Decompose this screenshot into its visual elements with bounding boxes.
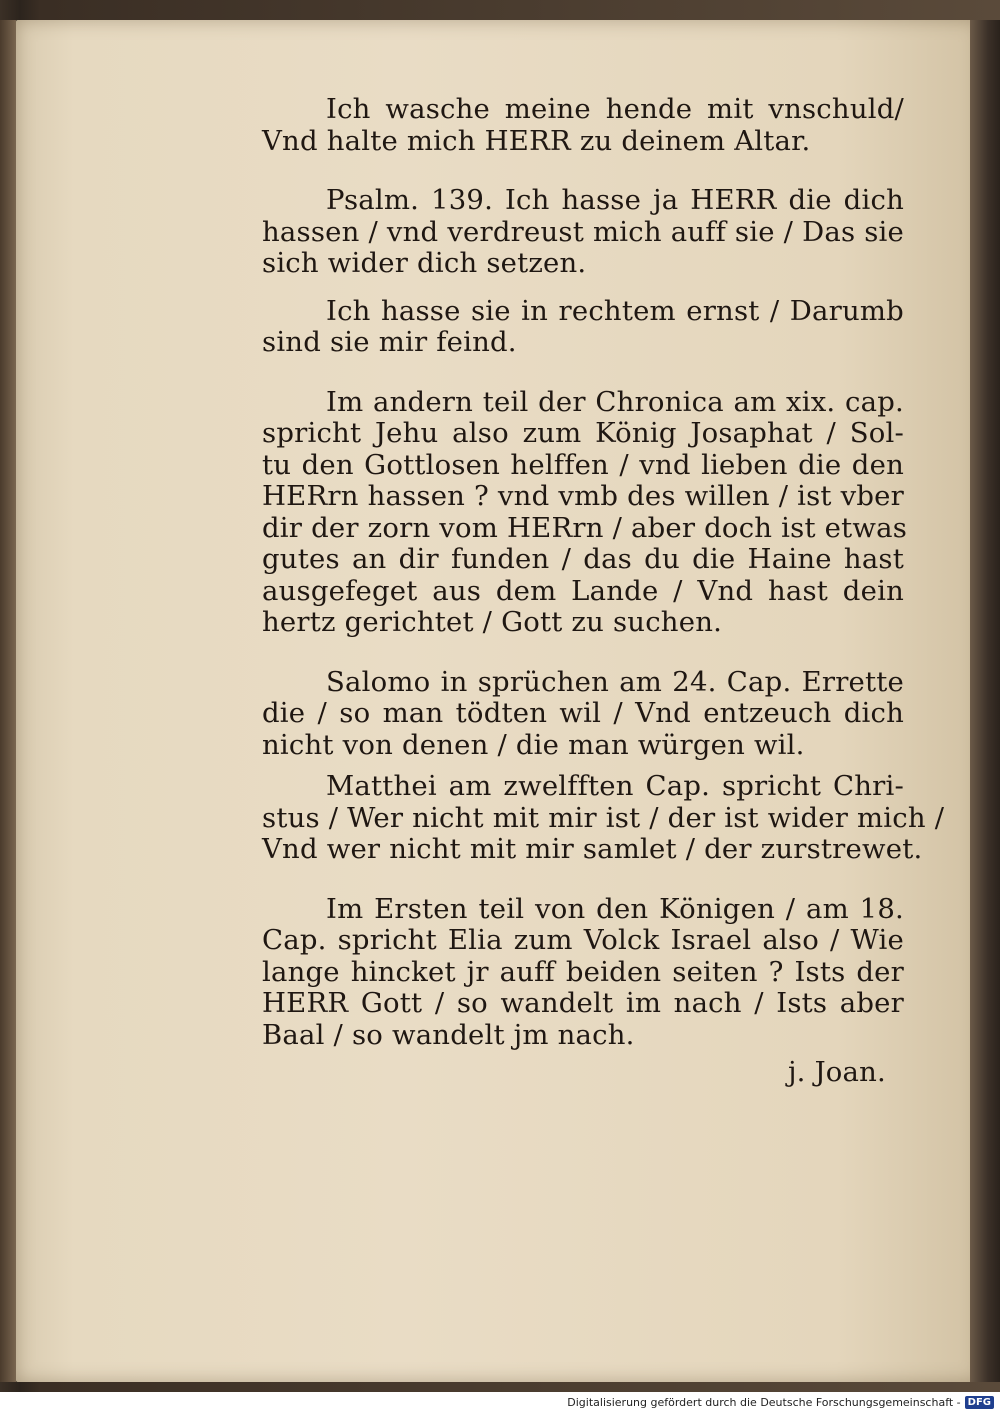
text-line: sich wider dich setzen. <box>262 247 587 279</box>
text-line: gutes an dir funden / das du die Haine hast <box>262 543 904 575</box>
paragraph-6 <box>262 770 945 866</box>
text-line: HERR Gott / so wandelt im nach / Ists aber <box>262 987 904 1019</box>
catchword: j. Joan. <box>787 1056 886 1088</box>
text-line: dir der zorn vom HERrn / aber doch ist etwas <box>262 511 908 544</box>
paragraph-2 <box>262 185 904 280</box>
text-line: sind sie mir feind. <box>262 326 517 358</box>
digitization-footer <box>0 1392 1000 1412</box>
footer-credit: Digitalisierung gefördert durch die Deutsche Forschungsgemeinschaft - <box>567 1395 961 1409</box>
text-line: Cap. spricht Elia zum Volck Israel also / Wie <box>262 924 904 956</box>
page-text <box>262 93 945 1089</box>
text-line: Ich hasse sie in rechtem ernst / Darumb <box>326 294 904 327</box>
text-line: hassen / vnd verdreust mich auff sie / Das sie <box>262 215 904 248</box>
text-line: stus / Wer nicht mit mir ist / der ist wider mich / <box>262 801 945 834</box>
text-line: Matthei am zwelfften Cap. spricht Chri- <box>326 770 904 802</box>
text-line: Vnd wer nicht mit mir samlet / der zurstrewet. <box>262 833 923 865</box>
text-line: die / so man tödten wil / Vnd entzeuch dich <box>262 697 904 729</box>
text-line: Salomo in sprüchen am 24. Cap. Errette <box>326 665 904 698</box>
dfg-logo-icon: DFG <box>965 1396 994 1409</box>
text-line: hertz gerichtet / Gott zu suchen. <box>262 606 723 638</box>
paragraph-7 <box>262 894 904 1052</box>
paragraph-4 <box>262 385 908 639</box>
text-line: Ich wasche meine hende mit vnschuld/ <box>326 93 904 125</box>
text-line: Psalm. 139. Ich hasse ja HERR die dich <box>326 184 904 216</box>
text-line: Im andern teil der Chronica am xix. cap. <box>326 385 904 418</box>
text-line: spricht Jehu also zum König Josaphat / Sol- <box>262 417 904 449</box>
text-line: nicht von denen / die man würgen wil. <box>262 728 805 761</box>
text-line: Baal / so wandelt jm nach. <box>262 1018 635 1051</box>
text-line: HERrn hassen ? vnd vmb des willen / ist vber <box>262 480 904 512</box>
text-line: ausgefeget aus dem Lande / Vnd hast dein <box>262 574 904 607</box>
text-line: lange hincket jr auff beiden seiten ? Ists der <box>262 955 904 988</box>
paragraph-1 <box>262 94 904 157</box>
page-edge-left <box>0 20 16 1382</box>
page-edge-right <box>970 20 1000 1382</box>
text-line: tu den Gottlosen helffen / vnd lieben die den <box>262 448 904 481</box>
paragraph-3 <box>262 296 904 359</box>
text-line: Vnd halte mich HERR zu deinem Altar. <box>262 124 811 157</box>
paragraph-5 <box>262 667 904 762</box>
text-line: Im Ersten teil von den Königen / am 18. <box>326 892 904 925</box>
